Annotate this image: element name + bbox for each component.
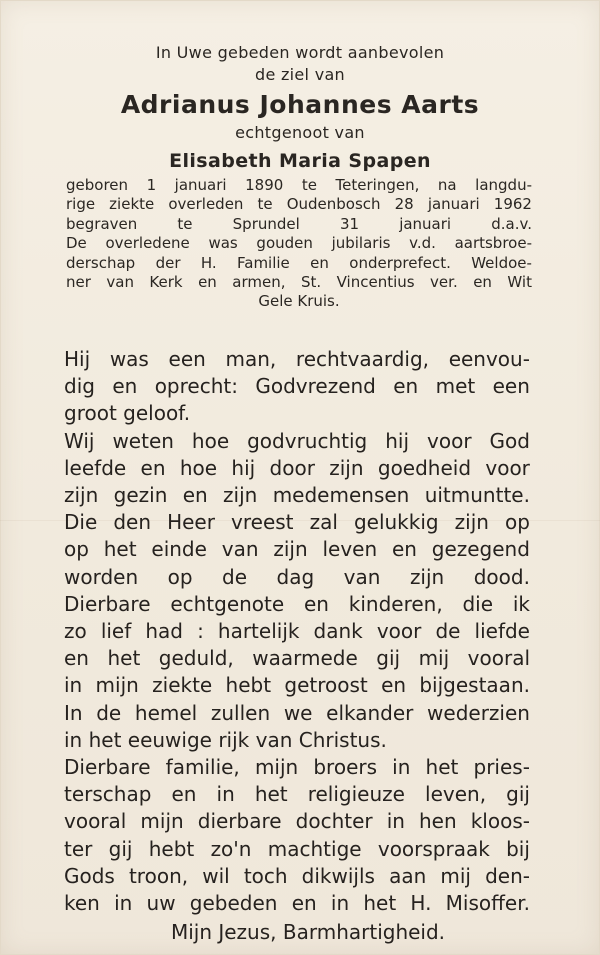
poem-word: Godvrezend <box>255 374 376 399</box>
poem-word: vooral <box>64 809 127 834</box>
poem-line <box>64 400 530 427</box>
poem-word: en <box>64 646 89 671</box>
bio-word: te <box>257 195 273 214</box>
poem-word: en <box>303 591 329 616</box>
memorial-text <box>64 346 530 946</box>
poem-word: hebt <box>225 673 272 698</box>
intro-line: In Uwe gebeden wordt aanbevolen <box>155 43 445 62</box>
poem-word: eenvou- <box>448 347 530 371</box>
poem-line <box>64 373 530 400</box>
poem-word: hebt <box>148 836 195 861</box>
bio-word: Sprundel <box>232 214 300 233</box>
poem-word: van <box>221 537 259 562</box>
bio-word: 1962 <box>493 195 532 214</box>
bio-line <box>66 273 532 292</box>
bio-word: langdu- <box>475 176 532 194</box>
poem-word: oprecht: <box>154 374 238 399</box>
bio-line <box>66 195 532 214</box>
bio-line <box>66 292 532 311</box>
closing-prayer: Mijn Jezus, Barmhartigheid. <box>170 920 446 945</box>
poem-word: gezegend <box>431 537 530 562</box>
poem-word: in <box>386 809 405 834</box>
poem-word: in <box>64 673 83 698</box>
poem-word: dierbare <box>197 809 282 834</box>
poem-word: hoe <box>191 428 230 453</box>
poem-word: leven <box>322 537 378 562</box>
poem-word: de <box>222 564 248 589</box>
poem-word: mijn <box>95 673 139 698</box>
poem-word: zijn <box>273 537 308 562</box>
poem-word: van <box>343 564 381 589</box>
poem-word: hij <box>231 455 256 480</box>
bio-word: Oudenbosch <box>286 195 381 214</box>
bio-word: 1890 <box>245 176 284 194</box>
bio-word: en <box>198 273 217 292</box>
poem-word: Gods <box>64 863 115 888</box>
poem-line <box>64 672 530 699</box>
poem-word: toch <box>243 863 288 888</box>
bio-word: St. <box>300 273 322 292</box>
poem-word: ik <box>512 591 530 616</box>
poem-word: mijn <box>140 809 184 834</box>
bio-word: januari <box>427 195 480 214</box>
poem-word: en <box>393 374 419 399</box>
poem-word: broers <box>313 755 378 780</box>
bio-word: te <box>177 214 193 233</box>
bio-word: der <box>155 253 181 272</box>
bio-word: aartsbroe- <box>454 234 532 253</box>
bio-word: geboren <box>66 176 129 194</box>
poem-word: troon, <box>128 863 189 888</box>
poem-word: het <box>425 755 459 780</box>
poem-word: en <box>182 483 208 508</box>
poem-word: godvruchtig <box>247 428 368 453</box>
poem-word: was <box>109 347 149 371</box>
poem-word: dig <box>64 374 95 399</box>
poem-word: met <box>435 374 476 399</box>
poem-word: voor <box>427 428 472 453</box>
bio-word: ziekte <box>109 195 155 214</box>
poem-word: hemel <box>134 700 198 725</box>
bio-word: overledene <box>105 234 190 253</box>
poem-word: in het eeuwige rijk van Christus. <box>64 727 387 752</box>
poem-word: en <box>171 782 197 807</box>
poem-line <box>64 509 530 536</box>
bio-word: Wit <box>507 273 532 292</box>
poem-line <box>64 618 530 645</box>
poem-word: groot geloof. <box>64 401 191 426</box>
poem-word: goedheid <box>377 455 472 480</box>
poem-word: had <box>145 619 183 644</box>
bio-word: Familie <box>237 253 290 272</box>
poem-word: dag <box>276 564 315 589</box>
bio-word: van <box>106 273 134 292</box>
poem-line <box>64 482 530 509</box>
poem-word: elkander <box>326 700 414 725</box>
poem-word: vreest <box>231 510 294 535</box>
deceased-name: Adrianus Johannes Aarts <box>120 90 480 119</box>
bio-word: en <box>310 253 329 272</box>
poem-word: zijn <box>409 564 445 589</box>
bio-word: overleden <box>168 195 244 214</box>
poem-word: bijgestaan. <box>419 673 530 698</box>
poem-word: een <box>168 347 206 371</box>
poem-word: uw <box>146 891 176 916</box>
poem-line <box>64 564 530 591</box>
card-header <box>0 42 600 174</box>
poem-word: hoe <box>179 455 218 480</box>
poem-word: en <box>112 374 138 399</box>
poem-word: we <box>283 700 313 725</box>
poem-word: dikwijls <box>301 863 375 888</box>
bio-word: 28 <box>394 195 414 214</box>
poem-word: voor <box>485 455 530 480</box>
bio-word: 1 <box>146 176 157 194</box>
poem-word: lief <box>100 619 132 644</box>
poem-word: de <box>96 700 122 725</box>
bio-word: rige <box>66 195 96 214</box>
poem-word: die <box>462 591 494 616</box>
poem-line <box>64 727 530 754</box>
poem-word: Wij <box>64 428 95 453</box>
poem-line <box>64 836 530 863</box>
bio-word: Teteringen, <box>335 176 420 194</box>
poem-word: bij <box>506 836 530 861</box>
poem-word: mij <box>418 646 450 671</box>
poem-word: worden <box>64 564 139 589</box>
poem-line <box>64 645 530 672</box>
bio-word: armen, <box>232 273 286 292</box>
poem-word: wederzien <box>427 700 530 725</box>
poem-word: de <box>435 619 461 644</box>
poem-word: in <box>330 891 350 916</box>
poem-word: hartelijk <box>217 619 300 644</box>
poem-word: getroost <box>284 673 368 698</box>
poem-word: en <box>291 891 317 916</box>
poem-word: God <box>489 428 530 453</box>
bio-line <box>66 234 532 253</box>
poem-line <box>64 346 530 373</box>
poem-word: zo <box>64 619 87 644</box>
poem-word: kloos- <box>470 809 530 834</box>
poem-word: zijn <box>223 483 258 508</box>
bio-word: 31 <box>339 214 360 233</box>
bio-word: Vincentius <box>336 273 415 292</box>
poem-word: ken <box>64 891 100 916</box>
poem-word: wil <box>202 863 230 888</box>
poem-word: in <box>216 782 235 807</box>
poem-line <box>64 428 530 455</box>
poem-word: liefde <box>474 619 530 644</box>
poem-word: zijn <box>454 510 489 535</box>
poem-word: : <box>197 619 204 644</box>
bio-line <box>66 215 532 234</box>
poem-word: op <box>167 564 193 589</box>
poem-word: weten <box>112 428 174 453</box>
poem-word: ter <box>64 836 93 861</box>
bio-word: v.d. <box>409 234 436 253</box>
poem-word: man, <box>225 347 277 371</box>
poem-word: Heer <box>167 510 215 535</box>
poem-word: een <box>492 374 530 399</box>
poem-word: zijn <box>329 455 364 480</box>
bio-word: begraven <box>66 214 138 233</box>
bio-word: Kerk <box>149 273 183 292</box>
bio-word: ner <box>66 273 91 292</box>
bio-word: De <box>66 234 87 253</box>
bio-word: H. <box>200 253 217 272</box>
poem-line <box>64 455 530 482</box>
poem-word: vooral <box>467 646 530 671</box>
poem-line <box>64 591 530 618</box>
poem-word: terschap <box>64 782 152 807</box>
poem-word: waarmede <box>252 646 358 671</box>
poem-word: dood. <box>473 564 530 589</box>
bio-word: jubilaris <box>331 234 391 253</box>
bio-word: Gele Kruis. <box>258 292 340 311</box>
poem-word: het <box>103 537 137 562</box>
bio-word: gouden <box>256 234 313 253</box>
bio-word: Weldoe- <box>471 253 532 272</box>
poem-word: medemensen <box>272 483 410 508</box>
poem-word: op <box>505 510 530 535</box>
bio-line <box>66 254 532 273</box>
poem-word: In <box>64 700 83 725</box>
poem-line <box>64 781 530 808</box>
poem-word: machtige <box>267 836 362 861</box>
poem-word: zijn <box>64 483 99 508</box>
poem-word: ziekte <box>152 673 213 698</box>
poem-word: uitmuntte. <box>424 483 530 508</box>
bio-word: na <box>437 176 457 194</box>
intro-line-2: de ziel van <box>254 65 346 84</box>
poem-word: dochter <box>295 809 373 834</box>
poem-line <box>64 808 530 835</box>
poem-word: aan <box>389 863 427 888</box>
poem-word: gebeden <box>189 891 278 916</box>
poem-word: zo'n <box>210 836 252 861</box>
poem-word: mijn <box>254 755 299 780</box>
poem-word: echtgenote <box>170 591 285 616</box>
poem-line <box>64 536 530 563</box>
poem-word: zal <box>309 510 338 535</box>
poem-line <box>64 863 530 890</box>
bio-word: ver. <box>430 273 458 292</box>
poem-word: H. <box>410 891 432 916</box>
poem-word: geduld, <box>158 646 234 671</box>
bio-word: d.a.v. <box>491 214 532 233</box>
bio-word: januari <box>399 214 452 233</box>
poem-line <box>64 754 530 781</box>
poem-word: dank <box>313 619 363 644</box>
poem-word: in <box>392 755 411 780</box>
poem-word: voorspraak <box>377 836 490 861</box>
poem-line <box>64 890 530 917</box>
poem-word: religieuze <box>307 782 405 807</box>
relation-line: echtgenoot van <box>235 123 365 142</box>
poem-word: Die <box>64 510 98 535</box>
poem-word: Hij <box>64 347 91 371</box>
poem-word: gezin <box>113 483 168 508</box>
poem-word: en <box>381 673 407 698</box>
biography-block <box>66 176 532 312</box>
poem-line <box>64 700 530 727</box>
bio-word: onderprefect. <box>349 253 451 272</box>
poem-word: op <box>64 537 89 562</box>
poem-word: leefde <box>64 455 127 480</box>
poem-word: hij <box>385 428 410 453</box>
poem-word: in <box>114 891 133 916</box>
poem-word: het <box>363 891 397 916</box>
poem-word: hen <box>418 809 457 834</box>
bio-word: en <box>473 273 492 292</box>
poem-word: gelukkig <box>353 510 439 535</box>
poem-word: familie, <box>165 755 240 780</box>
poem-word: einde <box>151 537 207 562</box>
bio-word: was <box>208 234 238 253</box>
poem-word: en <box>140 455 166 480</box>
poem-word: Misoffer. <box>445 891 530 916</box>
poem-word: kinderen, <box>348 591 443 616</box>
poem-word: leven, <box>425 782 487 807</box>
bio-line <box>66 176 532 195</box>
poem-word: den- <box>485 863 530 888</box>
poem-word: door <box>269 455 315 480</box>
bio-word: januari <box>174 176 227 194</box>
poem-word: gij <box>506 782 530 807</box>
poem-word: Dierbare <box>64 591 151 616</box>
poem-word: Dierbare <box>64 755 151 780</box>
poem-word: gij <box>108 836 133 861</box>
poem-word: rechtvaardig, <box>295 347 430 371</box>
poem-word: voor <box>376 619 422 644</box>
poem-word: den <box>113 510 152 535</box>
bio-word: te <box>301 176 317 194</box>
poem-word: en <box>391 537 417 562</box>
spouse-name: Elisabeth Maria Spapen <box>169 150 431 172</box>
poem-word: pries- <box>473 755 530 780</box>
bio-word: derschap <box>66 253 136 272</box>
poem-word: gij <box>376 646 401 671</box>
poem-word: het <box>254 782 288 807</box>
poem-word: zullen <box>210 700 271 725</box>
poem-word: mij <box>440 863 471 888</box>
poem-word: het <box>107 646 141 671</box>
